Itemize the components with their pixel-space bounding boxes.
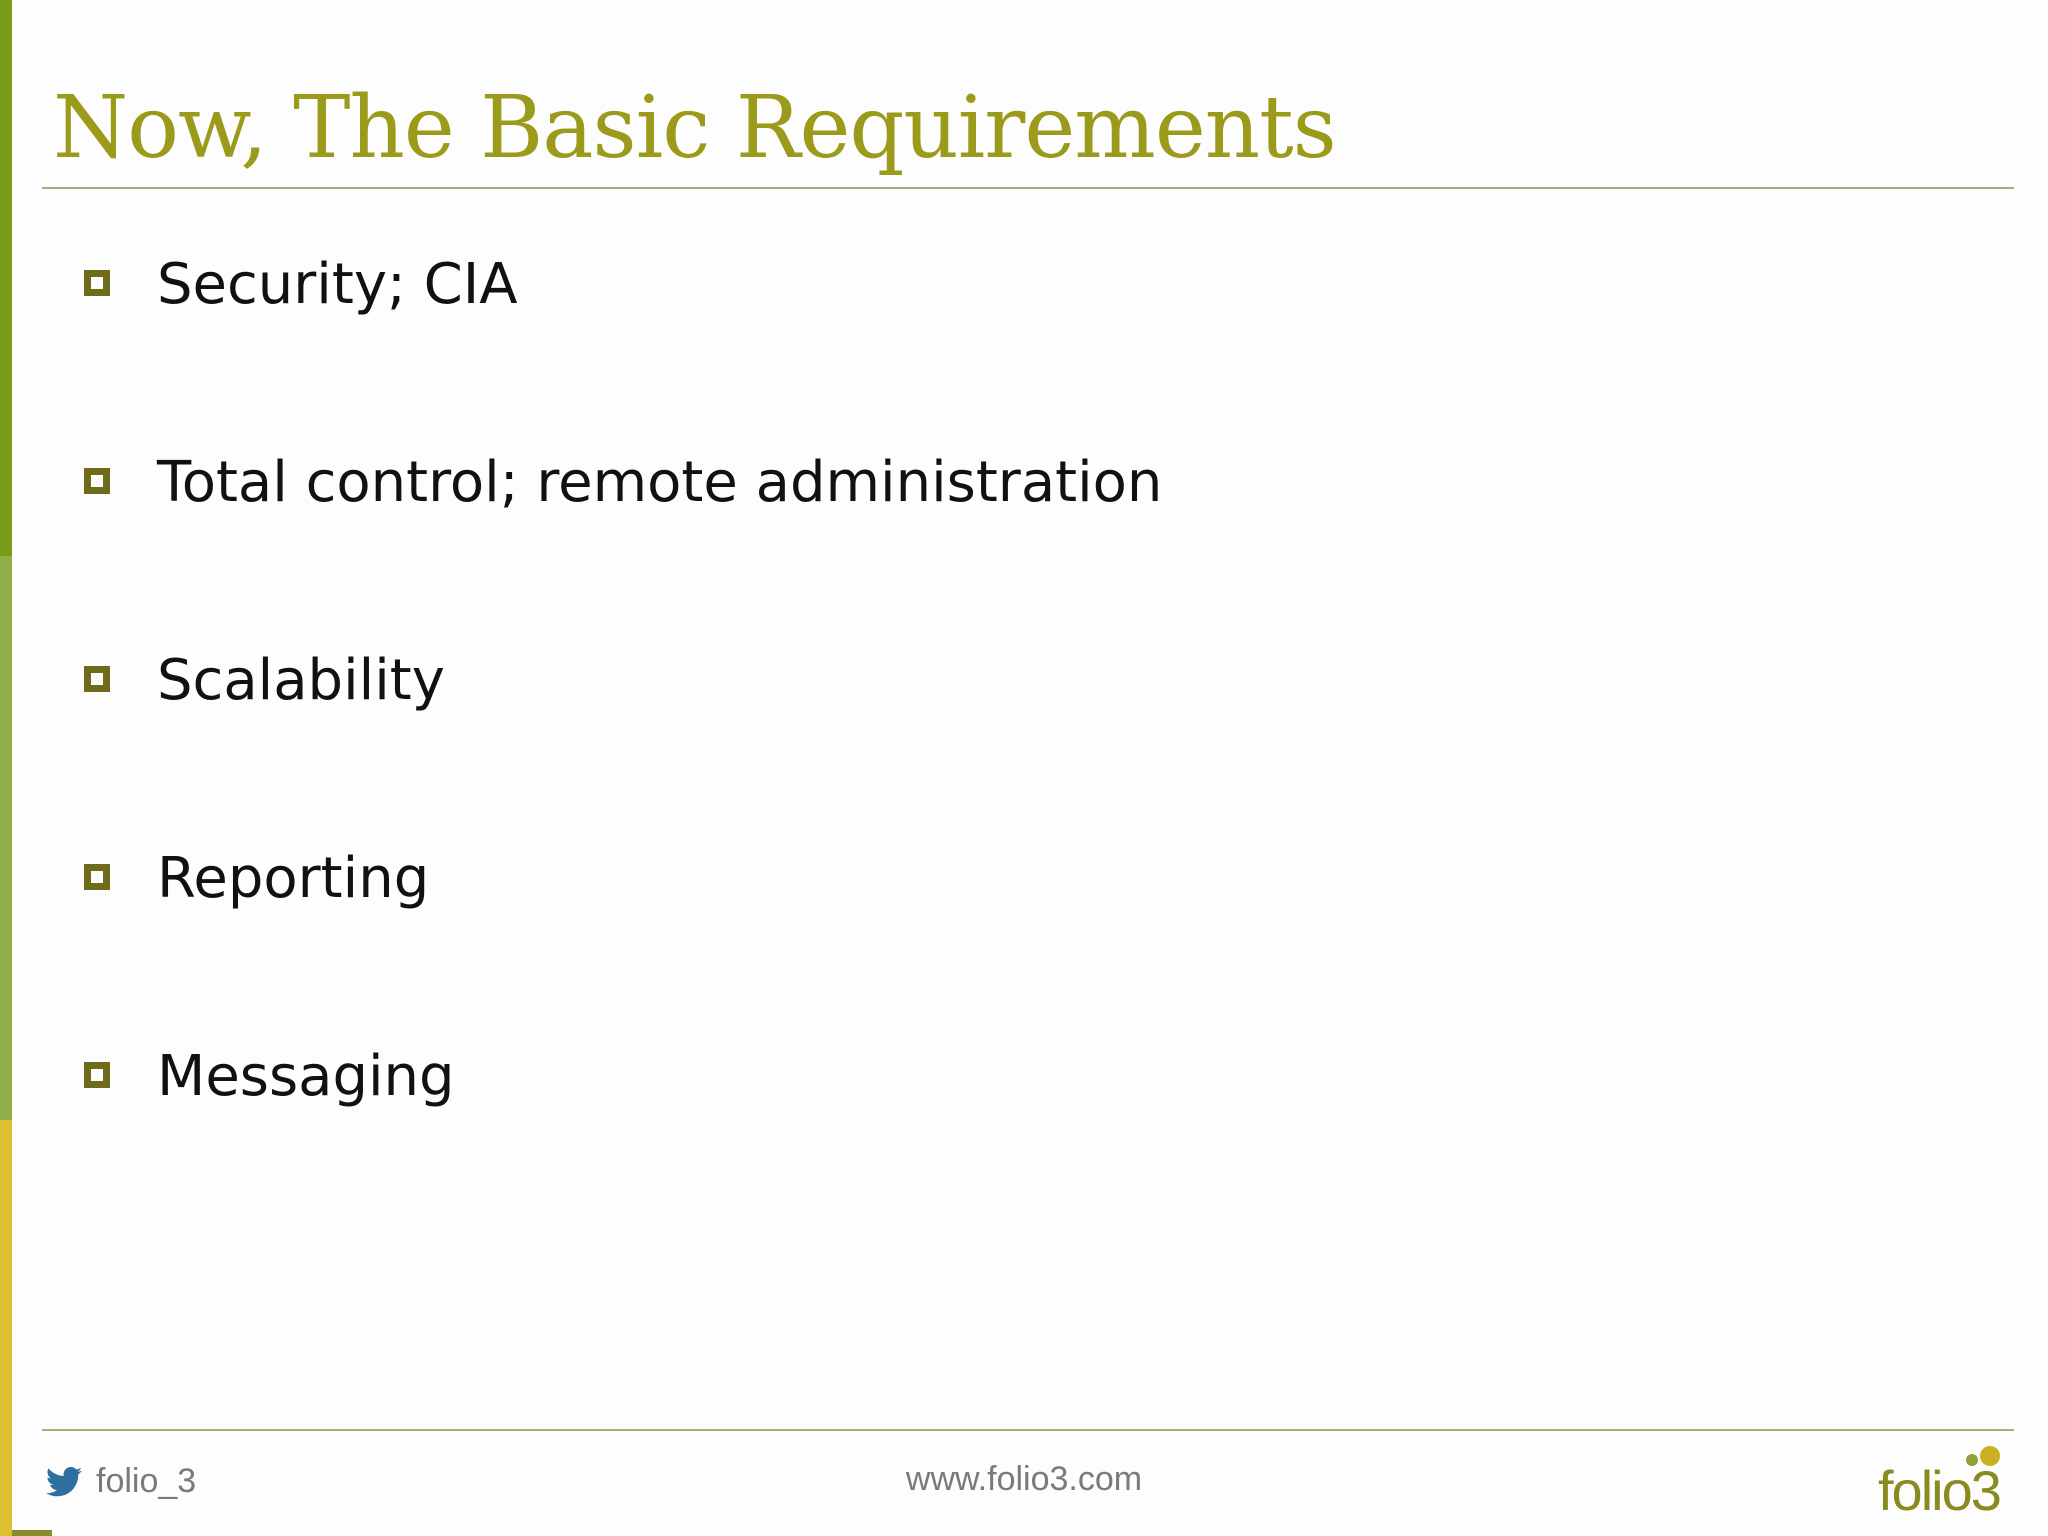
slide-title: Now, The Basic Requirements <box>53 78 1336 178</box>
accent-bar-middle <box>0 556 12 1120</box>
bullet-text: Messaging <box>157 1044 455 1109</box>
bullet-text: Reporting <box>157 846 430 911</box>
folio3-logo <box>1878 1440 2018 1520</box>
logo-text: folio3 <box>1878 1459 2000 1522</box>
website-link[interactable]: www.folio3.com <box>905 1460 1143 1498</box>
square-bullet-icon <box>84 864 110 890</box>
square-bullet-icon <box>84 468 110 494</box>
accent-bar-top <box>0 0 12 556</box>
square-bullet-icon <box>84 666 110 692</box>
footer-divider <box>42 1429 2014 1431</box>
title-divider <box>42 187 2014 189</box>
bullet-text: Scalability <box>157 648 445 713</box>
square-bullet-icon <box>84 270 110 296</box>
footer-notch <box>12 1530 52 1536</box>
bullet-text: Security; CIA <box>157 252 518 317</box>
bullet-text: Total control; remote administration <box>157 450 1163 515</box>
square-bullet-icon <box>84 1062 110 1088</box>
twitter-handle[interactable]: folio_3 <box>96 1462 197 1500</box>
